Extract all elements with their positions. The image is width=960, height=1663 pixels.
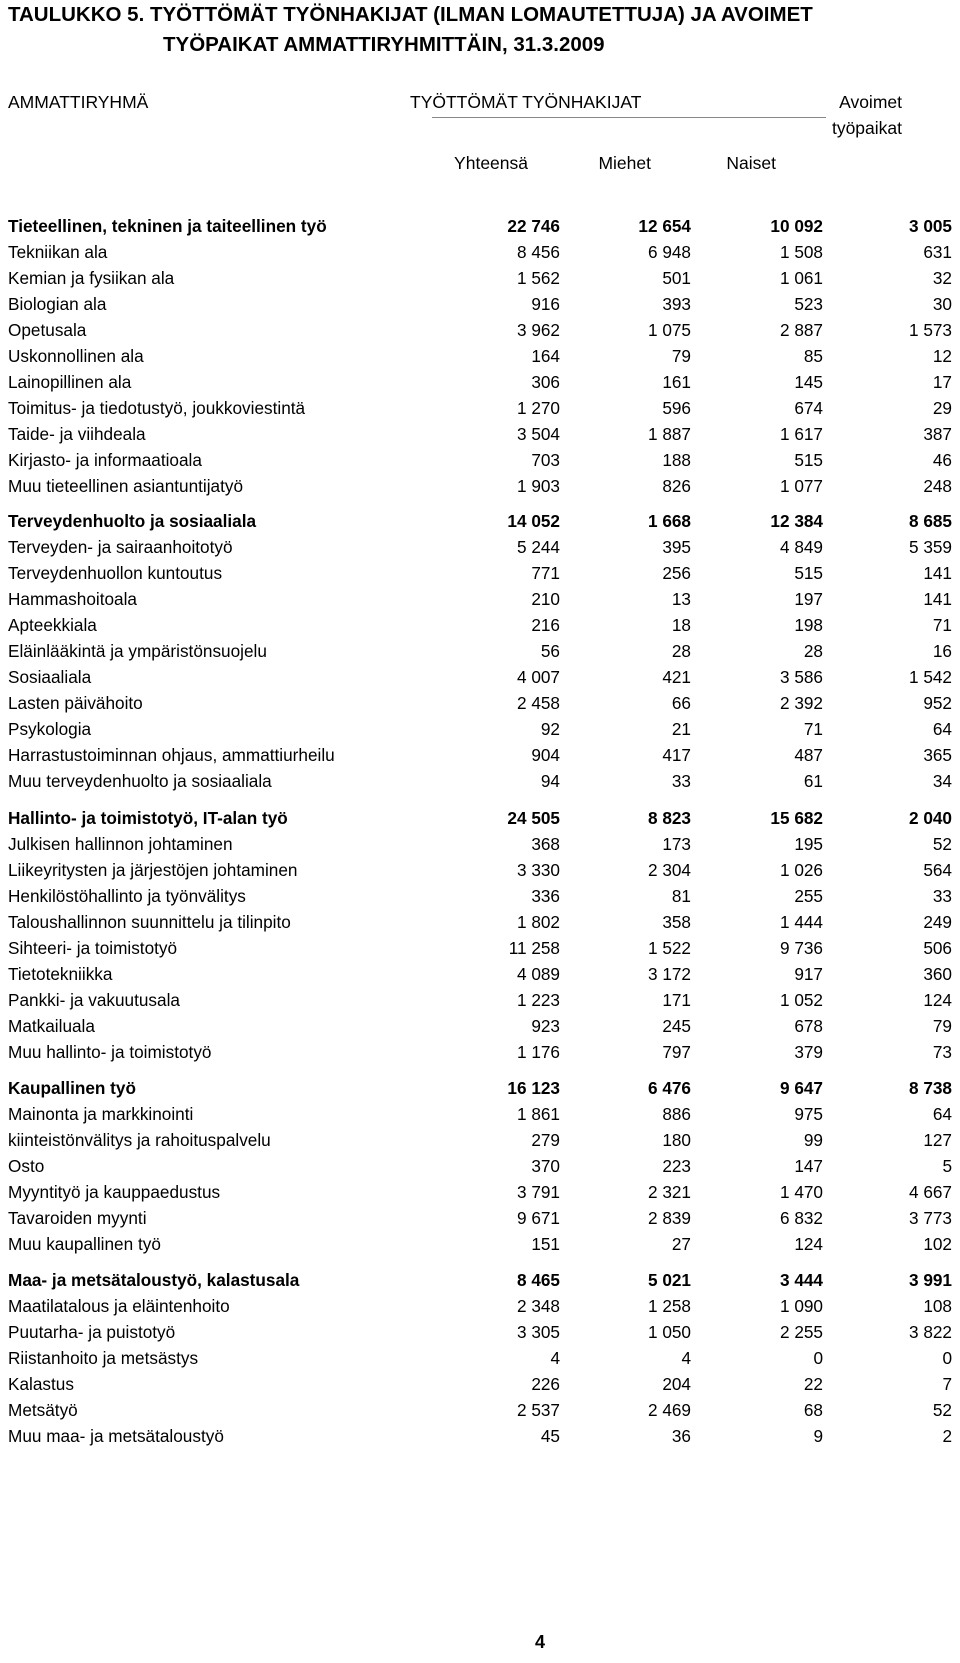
row-label: Taide- ja viihdeala (8, 424, 146, 444)
table-row (0, 239, 960, 265)
cell-open-jobs: 32 (932, 268, 952, 288)
cell-women: 9 647 (779, 1078, 823, 1098)
cell-open-jobs: 3 822 (908, 1322, 952, 1342)
cell-men: 188 (662, 450, 691, 470)
cell-total: 16 123 (507, 1078, 560, 1098)
cell-open-jobs: 12 (932, 346, 952, 366)
cell-total: 216 (531, 615, 560, 635)
cell-women: 1 617 (779, 424, 823, 444)
category-row (0, 508, 960, 534)
cell-men: 3 172 (647, 964, 691, 984)
cell-men: 2 839 (647, 1208, 691, 1228)
cell-men: 204 (662, 1374, 691, 1394)
cell-women: 15 682 (770, 808, 823, 828)
row-label: Muu hallinto- ja toimistotyö (8, 1042, 212, 1062)
cell-women: 9 (813, 1426, 823, 1446)
row-label: Matkailuala (8, 1016, 95, 1036)
cell-open-jobs: 7 (942, 1374, 952, 1394)
cell-men: 6 476 (647, 1078, 691, 1098)
cell-total: 368 (531, 834, 560, 854)
cell-men: 66 (671, 693, 691, 713)
table-row (0, 1371, 960, 1397)
cell-total: 4 007 (516, 667, 560, 687)
row-label: Terveyden- ja sairaanhoitotyö (8, 537, 233, 557)
cell-open-jobs: 64 (932, 719, 952, 739)
cell-open-jobs: 1 573 (908, 320, 952, 340)
cell-total: 3 330 (516, 860, 560, 880)
row-label: Riistanhoito ja metsästys (8, 1348, 199, 1368)
cell-men: 161 (662, 372, 691, 392)
cell-women: 124 (794, 1234, 823, 1254)
table-row (0, 343, 960, 369)
cell-women: 255 (794, 886, 823, 906)
table-row (0, 1127, 960, 1153)
cell-women: 487 (794, 745, 823, 765)
cell-men: 1 668 (647, 511, 691, 531)
cell-men: 1 258 (647, 1296, 691, 1316)
cell-open-jobs: 52 (932, 1400, 952, 1420)
table-row (0, 716, 960, 742)
row-label: Liikeyritysten ja järjestöjen johtaminen (8, 860, 298, 880)
cell-men: 223 (662, 1156, 691, 1176)
row-label: Muu maa- ja metsätaloustyö (8, 1426, 224, 1446)
cell-women: 2 255 (779, 1322, 823, 1342)
table-row (0, 831, 960, 857)
table-row (0, 1153, 960, 1179)
cell-open-jobs: 360 (923, 964, 952, 984)
cell-men: 358 (662, 912, 691, 932)
cell-women: 2 392 (779, 693, 823, 713)
table-row (0, 369, 960, 395)
cell-total: 306 (531, 372, 560, 392)
cell-women: 145 (794, 372, 823, 392)
table-row (0, 1013, 960, 1039)
cell-open-jobs: 952 (923, 693, 952, 713)
cell-total: 923 (531, 1016, 560, 1036)
cell-total: 22 746 (507, 216, 560, 236)
header-men: Miehet (598, 153, 651, 173)
cell-total: 1 903 (516, 476, 560, 496)
cell-total: 1 562 (516, 268, 560, 288)
row-label: Apteekkiala (8, 615, 97, 635)
cell-women: 198 (794, 615, 823, 635)
row-label: Eläinlääkintä ja ympäristönsuojelu (8, 641, 267, 661)
table-row (0, 534, 960, 560)
cell-open-jobs: 52 (932, 834, 952, 854)
cell-men: 6 948 (647, 242, 691, 262)
cell-men: 4 (681, 1348, 691, 1368)
cell-men: 171 (662, 990, 691, 1010)
row-label: Osto (8, 1156, 45, 1176)
cell-total: 24 505 (507, 808, 560, 828)
cell-men: 886 (662, 1104, 691, 1124)
row-label: Muu terveydenhuolto ja sosiaaliala (8, 771, 272, 791)
row-label: Tekniikan ala (8, 242, 108, 262)
cell-men: 180 (662, 1130, 691, 1150)
cell-total: 2 348 (516, 1296, 560, 1316)
table-row (0, 909, 960, 935)
table-row (0, 742, 960, 768)
table-row (0, 664, 960, 690)
title-line-1: TAULUKKO 5. TYÖTTÖMÄT TYÖNHAKIJAT (ILMAN LOMAUTETTUJA) JA AVOIMET (8, 3, 813, 26)
cell-total: 2 537 (516, 1400, 560, 1420)
category-row (0, 805, 960, 831)
row-label: Tieteellinen, tekninen ja taiteellinen työ (8, 216, 327, 236)
row-label: Lainopillinen ala (8, 372, 132, 392)
cell-open-jobs: 34 (932, 771, 952, 791)
cell-total: 56 (540, 641, 560, 661)
cell-women: 1 061 (779, 268, 823, 288)
cell-women: 99 (803, 1130, 823, 1150)
cell-total: 4 089 (516, 964, 560, 984)
table-row (0, 961, 960, 987)
header-total: Yhteensä (454, 153, 528, 173)
cell-open-jobs: 8 685 (908, 511, 952, 531)
cell-women: 1 052 (779, 990, 823, 1010)
cell-women: 28 (803, 641, 823, 661)
cell-open-jobs: 46 (932, 450, 952, 470)
cell-women: 1 444 (779, 912, 823, 932)
cell-women: 195 (794, 834, 823, 854)
cell-men: 393 (662, 294, 691, 314)
cell-women: 523 (794, 294, 823, 314)
cell-total: 1 802 (516, 912, 560, 932)
cell-open-jobs: 73 (932, 1042, 952, 1062)
table-row (0, 1231, 960, 1257)
table-row (0, 1397, 960, 1423)
table-row (0, 265, 960, 291)
table-row (0, 638, 960, 664)
cell-open-jobs: 71 (932, 615, 952, 635)
cell-men: 18 (671, 615, 691, 635)
cell-open-jobs: 249 (923, 912, 952, 932)
cell-women: 917 (794, 964, 823, 984)
cell-total: 8 456 (516, 242, 560, 262)
row-label: Kalastus (8, 1374, 74, 1394)
category-row (0, 1075, 960, 1101)
cell-total: 771 (531, 563, 560, 583)
table-row (0, 447, 960, 473)
row-label: Lasten päivähoito (8, 693, 143, 713)
cell-total: 370 (531, 1156, 560, 1176)
cell-men: 81 (671, 886, 691, 906)
cell-open-jobs: 124 (923, 990, 952, 1010)
cell-total: 94 (540, 771, 560, 791)
row-label: Julkisen hallinnon johtaminen (8, 834, 233, 854)
cell-total: 336 (531, 886, 560, 906)
cell-open-jobs: 108 (923, 1296, 952, 1316)
cell-women: 197 (794, 589, 823, 609)
page-number: 4 (534, 1632, 545, 1652)
cell-open-jobs: 0 (942, 1348, 952, 1368)
row-label: Henkilöstöhallinto ja työnvälitys (8, 886, 246, 906)
cell-women: 0 (813, 1348, 823, 1368)
cell-men: 27 (671, 1234, 691, 1254)
cell-men: 1 075 (647, 320, 691, 340)
row-label: Kemian ja fysiikan ala (8, 268, 175, 288)
cell-women: 147 (794, 1156, 823, 1176)
row-label: Terveydenhuolto ja sosiaaliala (8, 511, 257, 531)
cell-total: 1 270 (516, 398, 560, 418)
cell-women: 22 (803, 1374, 823, 1394)
cell-total: 14 052 (507, 511, 560, 531)
cell-women: 1 026 (779, 860, 823, 880)
row-label: Kaupallinen työ (8, 1078, 136, 1098)
cell-open-jobs: 3 005 (908, 216, 952, 236)
row-label: Muu tieteellinen asiantuntijatyö (8, 476, 244, 496)
cell-total: 45 (540, 1426, 560, 1446)
cell-total: 2 458 (516, 693, 560, 713)
row-label: Mainonta ja markkinointi (8, 1104, 194, 1124)
table-row (0, 1179, 960, 1205)
table-row (0, 395, 960, 421)
cell-women: 1 508 (779, 242, 823, 262)
row-label: Metsätyö (8, 1400, 78, 1420)
cell-open-jobs: 64 (932, 1104, 952, 1124)
cell-total: 3 504 (516, 424, 560, 444)
cell-women: 1 077 (779, 476, 823, 496)
cell-men: 33 (671, 771, 691, 791)
cell-women: 975 (794, 1104, 823, 1124)
table-row (0, 857, 960, 883)
cell-open-jobs: 127 (923, 1130, 952, 1150)
cell-total: 1 176 (516, 1042, 560, 1062)
cell-open-jobs: 365 (923, 745, 952, 765)
cell-women: 1 090 (779, 1296, 823, 1316)
cell-men: 501 (662, 268, 691, 288)
table-row (0, 473, 960, 499)
cell-men: 245 (662, 1016, 691, 1036)
row-label: Muu kaupallinen työ (8, 1234, 161, 1254)
cell-open-jobs: 387 (923, 424, 952, 444)
cell-total: 11 258 (508, 938, 560, 958)
cell-women: 85 (803, 346, 823, 366)
cell-total: 226 (531, 1374, 560, 1394)
table-row (0, 1101, 960, 1127)
table-row (0, 317, 960, 343)
cell-open-jobs: 3 773 (908, 1208, 952, 1228)
cell-men: 826 (662, 476, 691, 496)
cell-total: 1 223 (516, 990, 560, 1010)
row-label: Pankki- ja vakuutusala (8, 990, 180, 1010)
cell-men: 421 (662, 667, 691, 687)
cell-women: 12 384 (770, 511, 823, 531)
header-rule (432, 117, 826, 118)
table-title (8, 0, 813, 60)
table-row (0, 1293, 960, 1319)
cell-open-jobs: 1 542 (908, 667, 952, 687)
header-open-line2: työpaikat (831, 118, 902, 138)
row-label: Biologian ala (8, 294, 107, 314)
cell-women: 68 (803, 1400, 823, 1420)
cell-men: 256 (662, 563, 691, 583)
row-label: Tavaroiden myynti (8, 1208, 147, 1228)
cell-open-jobs: 5 359 (908, 537, 952, 557)
cell-women: 9 736 (779, 938, 823, 958)
cell-total: 279 (531, 1130, 560, 1150)
cell-open-jobs: 17 (932, 372, 952, 392)
cell-men: 173 (662, 834, 691, 854)
row-label: Sihteeri- ja toimistotyö (8, 938, 178, 958)
cell-total: 5 244 (516, 537, 560, 557)
table-row (0, 690, 960, 716)
row-label: Myyntityö ja kauppaedustus (8, 1182, 221, 1202)
cell-men: 5 021 (647, 1270, 691, 1290)
row-label: Uskonnollinen ala (8, 346, 144, 366)
cell-open-jobs: 506 (923, 938, 952, 958)
cell-men: 2 469 (647, 1400, 691, 1420)
cell-total: 3 305 (516, 1322, 560, 1342)
cell-total: 916 (531, 294, 560, 314)
cell-total: 703 (531, 450, 560, 470)
table-row (0, 291, 960, 317)
cell-women: 3 586 (779, 667, 823, 687)
cell-men: 417 (662, 745, 691, 765)
cell-women: 674 (794, 398, 823, 418)
cell-women: 515 (794, 450, 823, 470)
cell-women: 1 470 (779, 1182, 823, 1202)
cell-women: 3 444 (779, 1270, 823, 1290)
row-label: Maatilatalous ja eläintenhoito (8, 1296, 230, 1316)
cell-men: 79 (671, 346, 691, 366)
cell-women: 379 (794, 1042, 823, 1062)
cell-total: 4 (550, 1348, 560, 1368)
cell-men: 21 (671, 719, 691, 739)
table-row (0, 1039, 960, 1065)
cell-men: 395 (662, 537, 691, 557)
table-row (0, 586, 960, 612)
row-label: Taloushallinnon suunnittelu ja tilinpito (8, 912, 291, 932)
row-label: Kirjasto- ja informaatioala (8, 450, 202, 470)
cell-total: 3 791 (516, 1182, 560, 1202)
row-label: Hammashoitoala (8, 589, 137, 609)
table-row (0, 1423, 960, 1449)
category-row (0, 1267, 960, 1293)
cell-total: 1 861 (516, 1104, 560, 1124)
table-row (0, 421, 960, 447)
cell-women: 10 092 (770, 216, 823, 236)
table-row (0, 1205, 960, 1231)
row-label: Toimitus- ja tiedotustyö, joukkoviestintä (8, 398, 306, 418)
cell-women: 678 (794, 1016, 823, 1036)
category-row (0, 213, 960, 239)
cell-men: 36 (671, 1426, 691, 1446)
cell-total: 92 (540, 719, 560, 739)
table-row (0, 1319, 960, 1345)
cell-men: 12 654 (638, 216, 691, 236)
cell-open-jobs: 8 738 (908, 1078, 952, 1098)
cell-total: 151 (531, 1234, 560, 1254)
cell-men: 13 (671, 589, 691, 609)
cell-open-jobs: 79 (932, 1016, 952, 1036)
cell-women: 6 832 (779, 1208, 823, 1228)
cell-open-jobs: 3 991 (908, 1270, 952, 1290)
cell-open-jobs: 141 (923, 563, 952, 583)
cell-open-jobs: 5 (942, 1156, 952, 1176)
row-label: Puutarha- ja puistotyö (8, 1322, 176, 1342)
cell-total: 904 (531, 745, 560, 765)
cell-women: 2 887 (779, 320, 823, 340)
cell-men: 1 050 (647, 1322, 691, 1342)
cell-open-jobs: 29 (932, 398, 952, 418)
cell-men: 797 (662, 1042, 691, 1062)
table-row (0, 768, 960, 794)
row-label: Terveydenhuollon kuntoutus (8, 563, 223, 583)
row-label: Hallinto- ja toimistotyö, IT-alan työ (8, 808, 288, 828)
table-row (0, 935, 960, 961)
cell-open-jobs: 4 667 (908, 1182, 952, 1202)
header-unemployed: TYÖTTÖMÄT TYÖNHAKIJAT (410, 92, 642, 112)
cell-open-jobs: 102 (923, 1234, 952, 1254)
table-row (0, 1345, 960, 1371)
cell-men: 2 321 (647, 1182, 691, 1202)
cell-women: 4 849 (779, 537, 823, 557)
cell-men: 8 823 (647, 808, 691, 828)
cell-open-jobs: 16 (932, 641, 952, 661)
cell-total: 164 (531, 346, 560, 366)
header-women: Naiset (726, 153, 776, 173)
cell-women: 71 (803, 719, 823, 739)
row-label: Psykologia (8, 719, 92, 739)
cell-open-jobs: 30 (932, 294, 952, 314)
title-line-2: TYÖPAIKAT AMMATTIRYHMITTÄIN, 31.3.2009 (163, 33, 605, 56)
cell-men: 1 887 (647, 424, 691, 444)
cell-men: 1 522 (647, 938, 691, 958)
table-row (0, 560, 960, 586)
cell-total: 210 (531, 589, 560, 609)
row-label: Sosiaaliala (8, 667, 92, 687)
row-label: Opetusala (8, 320, 87, 340)
header-group: AMMATTIRYHMÄ (8, 92, 149, 112)
cell-women: 515 (794, 563, 823, 583)
cell-open-jobs: 564 (923, 860, 952, 880)
cell-open-jobs: 2 040 (908, 808, 952, 828)
header-open-line1: Avoimet (839, 92, 902, 112)
table-row (0, 612, 960, 638)
cell-total: 3 962 (516, 320, 560, 340)
cell-open-jobs: 248 (923, 476, 952, 496)
cell-total: 8 465 (516, 1270, 560, 1290)
cell-open-jobs: 33 (932, 886, 952, 906)
cell-open-jobs: 2 (942, 1426, 952, 1446)
row-label: Maa- ja metsätaloustyö, kalastusala (8, 1270, 300, 1290)
row-label: kiinteistönvälitys ja rahoituspalvelu (8, 1130, 271, 1150)
cell-men: 2 304 (647, 860, 691, 880)
cell-men: 596 (662, 398, 691, 418)
cell-open-jobs: 141 (923, 589, 952, 609)
cell-women: 61 (803, 771, 823, 791)
cell-open-jobs: 631 (923, 242, 952, 262)
row-label: Tietotekniikka (8, 964, 113, 984)
row-label: Harrastustoiminnan ohjaus, ammattiurheilu (8, 745, 335, 765)
cell-total: 9 671 (516, 1208, 560, 1228)
table-row (0, 883, 960, 909)
table-row (0, 987, 960, 1013)
cell-men: 28 (671, 641, 691, 661)
